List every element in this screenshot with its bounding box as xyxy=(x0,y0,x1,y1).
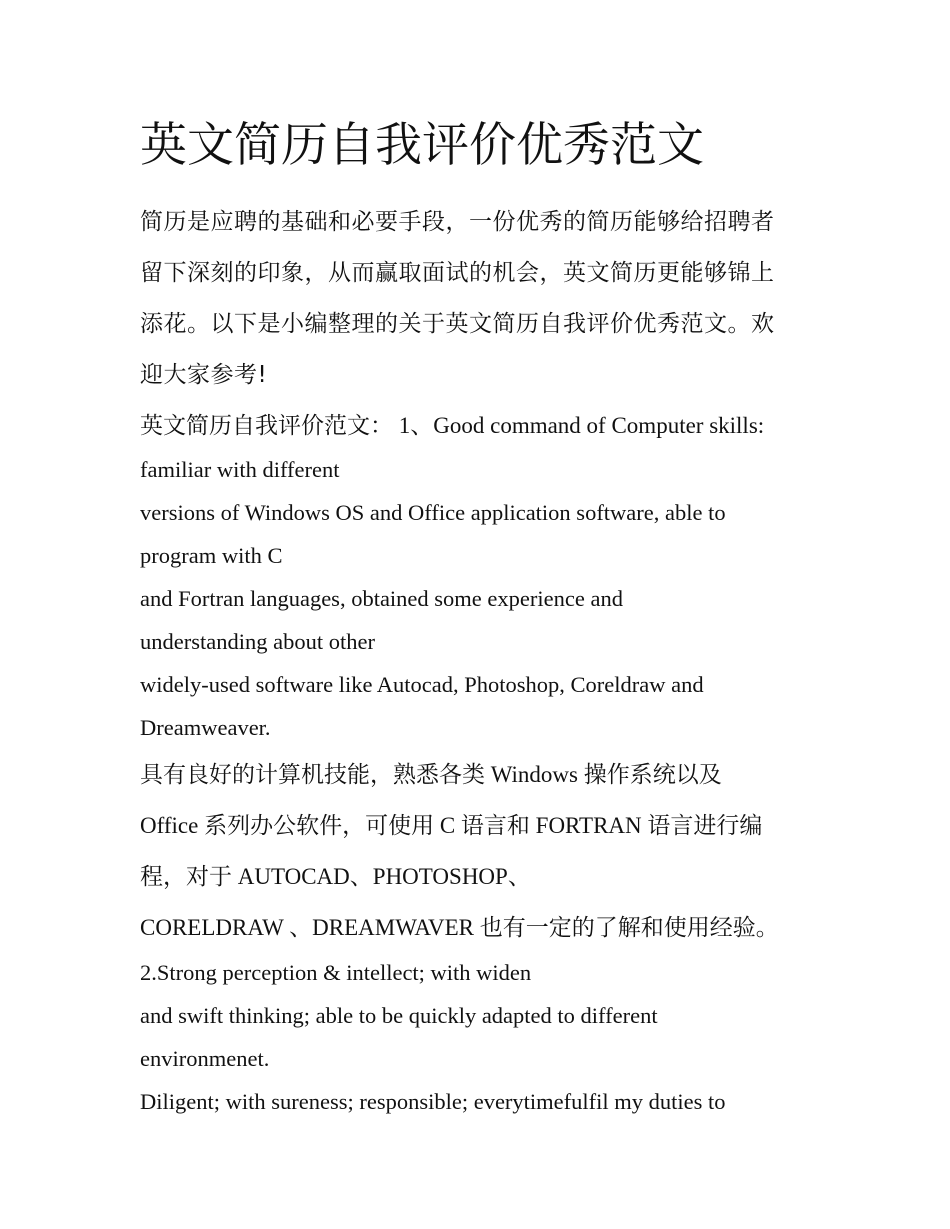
intro-line: 迎大家参考! xyxy=(140,362,268,388)
item1-en-line: understanding about other xyxy=(140,629,375,654)
item1-zh-line: CORELDRAW 、DREAMWAVER 也有一定的了解和使用经验。 xyxy=(140,915,779,940)
item1-zh-line: 程，对于 AUTOCAD、PHOTOSHOP、 xyxy=(140,864,531,889)
item2-en-line: Diligent; with sureness; responsible; everytimefulfil my duties to xyxy=(140,1089,726,1114)
item1-en-line: widely-used software like Autocad, Photoshop, Coreldraw and xyxy=(140,672,704,697)
item2-en-line: environmenet. xyxy=(140,1046,270,1071)
item1-en-line: versions of Windows OS and Office application software, able to xyxy=(140,500,726,525)
item1-en-line: familiar with different xyxy=(140,457,340,482)
item1-en-line: Dreamweaver. xyxy=(140,715,271,740)
document-title: 英文简历自我评价优秀范文 xyxy=(140,118,704,173)
item1-zh-line: 具有良好的计算机技能，熟悉各类 Windows 操作系统以及 xyxy=(140,762,722,787)
intro-line: 留下深刻的印象，从而赢取面试的机会，英文简历更能够锦上 xyxy=(140,260,775,286)
item2-en-line: 2.Strong perception & intellect; with widen xyxy=(140,960,532,985)
intro-line: 添花。以下是小编整理的关于英文简历自我评价优秀范文。欢 xyxy=(140,311,775,337)
item1-zh-line: Office 系列办公软件，可使用 C 语言和 FORTRAN 语言进行编 xyxy=(140,813,763,838)
intro-line: 简历是应聘的基础和必要手段，一份优秀的简历能够给招聘者 xyxy=(140,209,775,235)
item1-en-line: program with C xyxy=(140,543,283,568)
item1-en-line: and Fortran languages, obtained some experience and xyxy=(140,586,623,611)
item1-en-line: 英文简历自我评价范文： 1、Good command of Computer skills: xyxy=(140,413,765,438)
item2-en-line: and swift thinking; able to be quickly adapted to different xyxy=(140,1003,658,1028)
